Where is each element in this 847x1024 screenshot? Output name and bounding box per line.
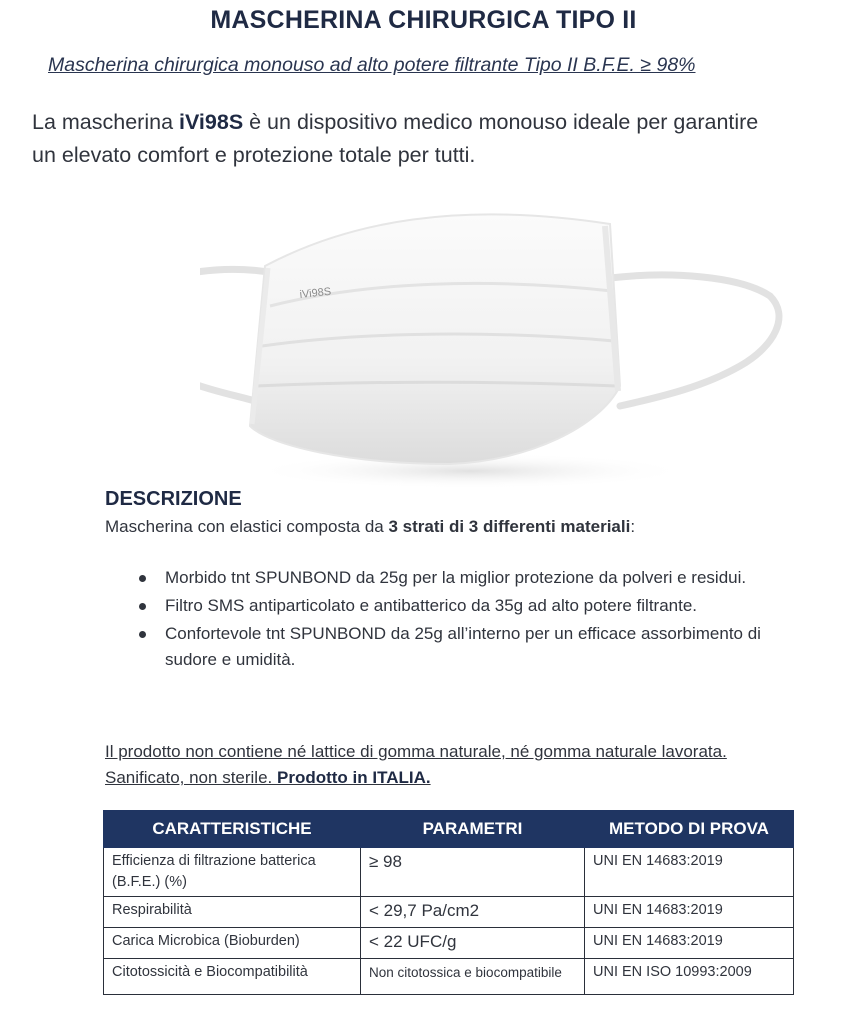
table-cell: Respirabilità [104, 897, 361, 928]
table-cell: UNI EN 14683:2019 [585, 928, 794, 959]
table-cell: Efficienza di filtrazione batterica (B.F.E.) (%) [104, 848, 361, 897]
intro-text-after: è un dispositivo medico monouso ideale per garantire [243, 110, 759, 134]
table-cell: UNI EN 14683:2019 [585, 848, 794, 897]
list-item-text: Filtro SMS antiparticolato e antibatterico da 35g ad alto potere filtrante. [165, 596, 698, 615]
table-cell: < 22 UFC/g [361, 928, 585, 959]
intro-text-line2: un elevato comfort e protezione totale per tutti. [32, 143, 476, 167]
bullet-icon [139, 575, 146, 582]
table-row [104, 928, 794, 959]
description-text-bold: 3 strati di 3 differenti materiali [388, 517, 631, 536]
description-text-after: : [630, 517, 636, 536]
intro-product-name: iVi98S [179, 110, 244, 134]
bullet-icon [139, 603, 146, 610]
surgical-mask-illustration [200, 196, 800, 496]
materials-list [136, 565, 796, 675]
table-row [104, 959, 794, 995]
description-text [105, 517, 635, 537]
specifications-table [103, 810, 794, 995]
table-row [104, 897, 794, 928]
table-cell: Citotossicità e Biocompatibilità [104, 959, 361, 995]
column-header-metodo: METODO DI PROVA [585, 811, 794, 848]
intro-text-before: La mascherina [32, 110, 179, 134]
table-row [104, 848, 794, 897]
table-cell: UNI EN ISO 10993:2009 [585, 959, 794, 995]
intro-paragraph [32, 106, 847, 172]
description-heading: DESCRIZIONE [105, 488, 242, 510]
table-cell: < 29,7 Pa/cm2 [361, 897, 585, 928]
table-cell: Carica Microbica (Bioburden) [104, 928, 361, 959]
description-text-before: Mascherina con elastici composta da [105, 517, 389, 536]
table-header-row [104, 811, 794, 848]
table-cell: UNI EN 14683:2019 [585, 897, 794, 928]
page-title: MASCHERINA CHIRURGICA TIPO II [210, 6, 637, 34]
list-item [136, 621, 796, 673]
table-cell: ≥ 98 [361, 848, 585, 897]
product-note [105, 739, 785, 791]
column-header-parametri: PARAMETRI [361, 811, 585, 848]
list-item [136, 565, 796, 591]
product-note-text: Il prodotto non contiene né lattice di gomma naturale, né gomma naturale lavorata. Sanificato, non sterile. [105, 742, 727, 787]
list-item-text: Confortevole tnt SPUNBOND da 25g all’interno per un efficace assorbimento di sudore e umidità. [165, 624, 761, 669]
list-item-text: Morbido tnt SPUNBOND da 25g per la miglior protezione da polveri e residui. [165, 568, 747, 587]
product-origin: Prodotto in ITALIA. [276, 768, 431, 787]
mask-printed-label: iVi98S [299, 285, 332, 301]
table-cell: Non citotossica e biocompatibile [361, 959, 585, 995]
mask-image [200, 196, 800, 496]
page-subtitle: Mascherina chirurgica monouso ad alto potere filtrante Tipo II B.F.E. ≥ 98% [48, 54, 696, 76]
list-item [136, 593, 796, 619]
bullet-icon [139, 631, 146, 638]
column-header-caratteristiche: CARATTERISTICHE [104, 811, 361, 848]
